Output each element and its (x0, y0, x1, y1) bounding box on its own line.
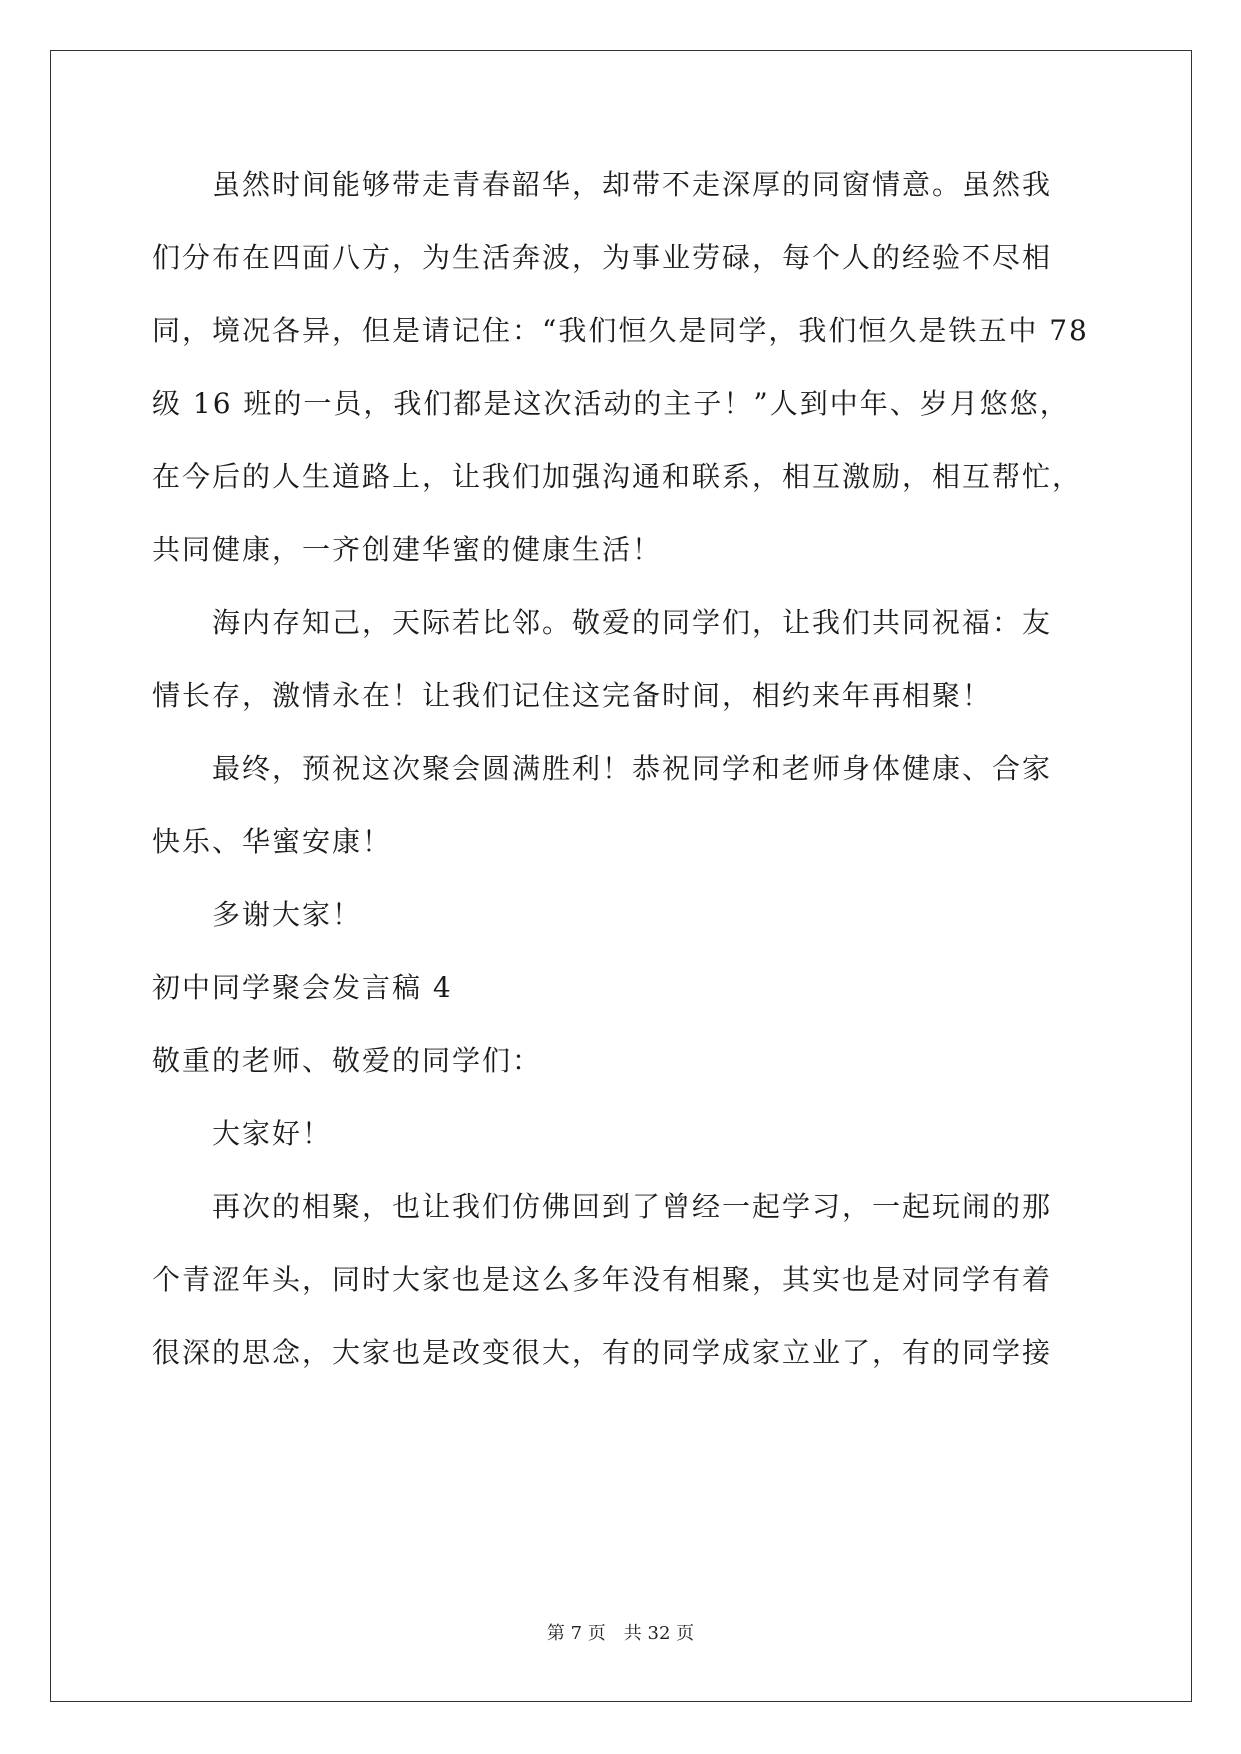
text-line: 快乐、华蜜安康！ (152, 825, 393, 858)
text-line: 再次的相聚，也让我们仿佛回到了曾经一起学习，一起玩闹的那 (152, 1190, 1053, 1223)
text-line: 虽然时间能够带走青春韶华，却带不走深厚的同窗情意。虽然我 (152, 168, 1053, 201)
text-line: 大家好！ (152, 1117, 333, 1150)
page-border (50, 50, 1192, 1702)
text-line: 个青涩年头，同时大家也是这么多年没有相聚，其实也是对同学有着 (152, 1263, 1053, 1296)
text-line: 们分布在四面八方，为生活奔波，为事业劳碌，每个人的经验不尽相 (152, 241, 1053, 274)
text-line: 在今后的人生道路上，让我们加强沟通和联系，相互激励，相互帮忙， (152, 460, 1083, 493)
text-line: 海内存知己，天际若比邻。敬爱的同学们，让我们共同祝福：友 (152, 606, 1053, 639)
page-number-footer: 第 7 页 共 32 页 (546, 1623, 695, 1644)
salutation: 敬重的老师、敬爱的同学们： (152, 1044, 543, 1077)
text-line: 级 16 班的一员，我们都是这次活动的主子！”人到中年、岁月悠悠， (152, 387, 1070, 420)
text-line: 情长存，激情永在！让我们记住这完备时间，相约来年再相聚！ (152, 679, 993, 712)
text-line: 共同健康，一齐创建华蜜的健康生活！ (152, 533, 663, 566)
text-line: 同，境况各异，但是请记住：“我们恒久是同学，我们恒久是铁五中 78 (152, 314, 1089, 347)
text-line: 最终，预祝这次聚会圆满胜利！恭祝同学和老师身体健康、合家 (152, 752, 1053, 785)
section-heading: 初中同学聚会发言稿 4 (152, 971, 453, 1004)
text-line: 多谢大家！ (152, 898, 363, 931)
text-line: 很深的思念，大家也是改变很大，有的同学成家立业了，有的同学接 (152, 1336, 1053, 1369)
